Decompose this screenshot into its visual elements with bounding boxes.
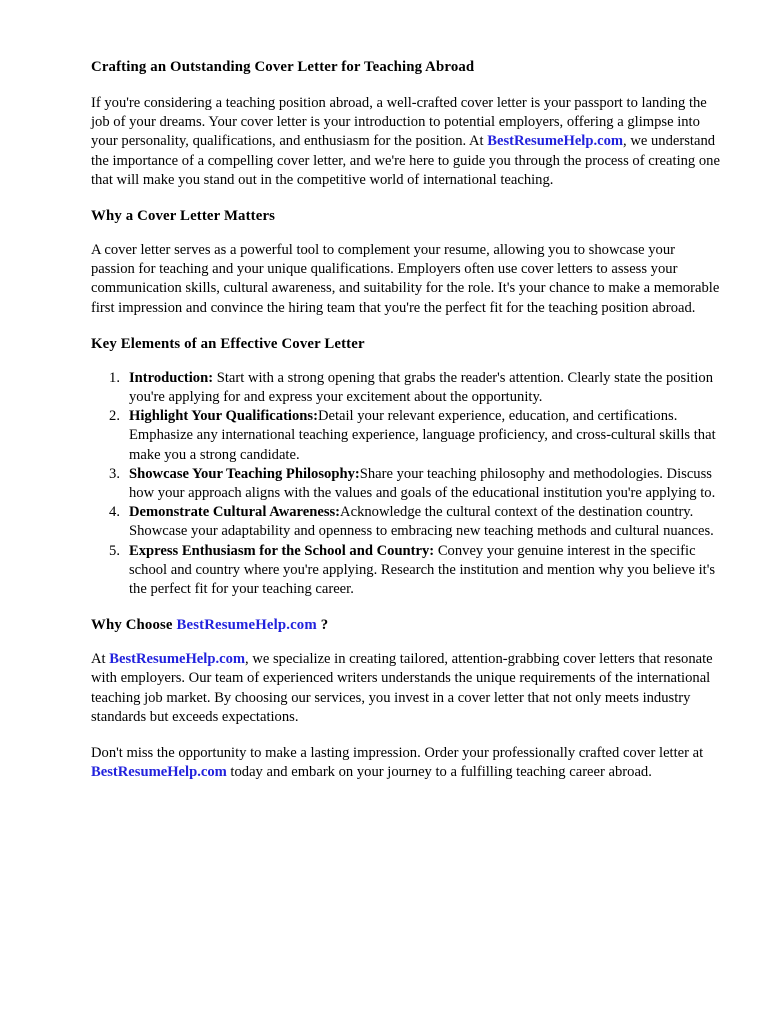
why-matters-paragraph: A cover letter serves as a powerful tool to complement your resume, allowing you to showcase your passion for teaching and your unique qualifications. Employers often use cover letters to assess your communication skills, cultural awareness, and suitability for the role. It's your chance to make a memorable first impression and convince the hiring team that you're the perfect fit for the teaching position abroad. [91, 242, 720, 316]
document-content [91, 58, 722, 799]
list-item [91, 369, 722, 407]
intro-text-before-link: If you're considering a teaching position abroad, a well-crafted cover letter is your passport to landing the job of your dreams. Your cover letter is your introduction to potential employers, offering a glimpse into your personality, qualifications, and enthusiasm for the position. At [91, 95, 707, 150]
page-title: Crafting an Outstanding Cover Letter for Teaching Abroad [91, 59, 475, 75]
why-choose-paragraph [91, 650, 722, 727]
key-elements-list [91, 369, 722, 599]
list-item-lead: Showcase Your Teaching Philosophy: [129, 465, 360, 482]
list-item [91, 542, 722, 600]
why-choose-prefix: Why Choose [91, 617, 177, 634]
section-heading-why-matters: Why a Cover Letter Matters [91, 208, 276, 225]
list-item-lead: Express Enthusiasm for the School and Country: [129, 542, 435, 559]
list-item-text: Share your teaching philosophy and methodologies. Discuss how your approach aligns with the values and goals of the educational institution you're applying to. [129, 465, 716, 502]
list-item-lead: Highlight Your Qualifications: [129, 408, 318, 425]
closing-text-after-link: today and embark on your journey to a fulfilling teaching career abroad. [226, 764, 652, 781]
list-item-text: Start with a strong opening that grabs the reader's attention. Clearly state the position you're applying for and express your excitement about the opportunity. [129, 369, 713, 406]
why-choose-text-after-link: , we specialize in creating tailored, attention-grabbing cover letters that resonate with employers. Our team of experienced writers understands the unique requirements of the international teaching job market. By choosing our services, you invest in a cover letter that not only meets industry standards but exceeds expectations. [91, 651, 713, 725]
section-heading-why-choose [91, 616, 722, 635]
brand-link[interactable]: BestResumeHelp.com [91, 764, 227, 781]
brand-link[interactable]: BestResumeHelp.com [176, 617, 317, 634]
why-choose-suffix: ? [316, 617, 329, 634]
list-item [91, 407, 722, 465]
list-item-lead: Demonstrate Cultural Awareness: [129, 504, 341, 521]
list-item [91, 465, 722, 503]
brand-link[interactable]: BestResumeHelp.com [109, 651, 246, 668]
list-item-lead: Introduction: [129, 369, 214, 386]
closing-text-before-link: Don't miss the opportunity to make a lasting impression. Order your professionally crafted cover letter at [91, 745, 704, 762]
why-choose-text-before-link: At [91, 651, 110, 668]
brand-link[interactable]: BestResumeHelp.com [487, 133, 624, 150]
intro-paragraph [91, 94, 722, 190]
list-item [91, 503, 722, 541]
list-item-text: Detail your relevant experience, education, and certifications. Emphasize any international teaching experience, language proficiency, and cross-cultural skills that make you a strong candidate. [129, 408, 716, 463]
intro-text-after-link: , we understand the importance of a compelling cover letter, and we're here to guide you through the process of creating one that will make you stand out in the competitive world of international teaching. [91, 133, 720, 188]
section-heading-key-elements: Key Elements of an Effective Cover Letter [91, 335, 365, 352]
list-item-text: Convey your genuine interest in the specific school and country where you're applying. Research the institution and mention why you believe it's the perfect fit for your teaching career. [129, 542, 716, 598]
list-item-text: Acknowledge the cultural context of the destination country. Showcase your adaptability and openness to embracing new teaching methods and cultural nuances. [129, 504, 714, 540]
closing-paragraph [91, 744, 722, 782]
